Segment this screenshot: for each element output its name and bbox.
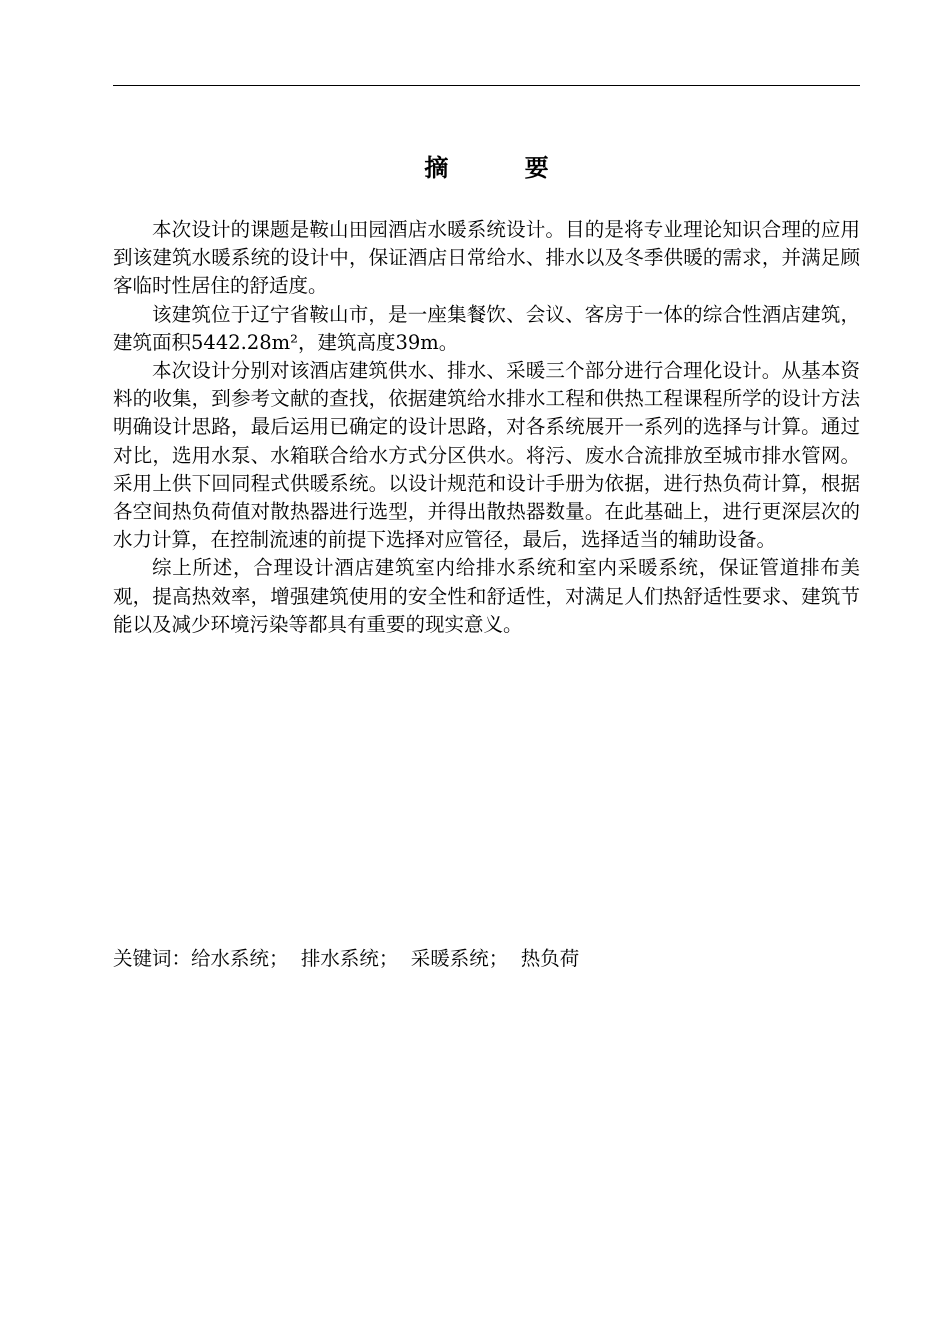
page-title: 摘 要 [424, 153, 583, 182]
abstract-paragraph-3: 本次设计分别对该酒店建筑供水、排水、采暖三个部分进行合理化设计。从基本资料的收集，到参考文献的查找，依据建筑给水排水工程和供热工程课程所学的设计方法明确设计思路，最后运用已确定的设计思路，对各系统展开一系列的选择与计算。通过对比，选用水泵、水箱联合给水方式分区供水。将污、废水合流排放至城市排水管网。采用上供下回同程式供暖系统。以设计规范和设计手册为依据，进行热负荷计算，根据各空间热负荷值对散热器进行选型，并得出散热器数量。在此基础上，进行更深层次的水力计算，在控制流速的前提下选择对应管径，最后，选择适当的辅助设备。 [113, 359, 860, 552]
header-rule [113, 85, 860, 86]
abstract-paragraph-1: 本次设计的课题是鞍山田园酒店水暖系统设计。目的是将专业理论知识合理的应用到该建筑水暖系统的设计中，保证酒店日常给水、排水以及冬季供暖的需求，并满足顾客临时性居住的舒适度。 [113, 218, 860, 298]
keywords-line: 关键词：给水系统； 排水系统； 采暖系统； 热负荷 [113, 947, 580, 970]
abstract-paragraph-4: 综上所述，合理设计酒店建筑室内给排水系统和室内采暖系统，保证管道排布美观，提高热效率，增强建筑使用的安全性和舒适性，对满足人们热舒适性要求、建筑节能以及减少环境污染等都具有重要的现实意义。 [113, 556, 860, 636]
abstract-paragraph-2: 该建筑位于辽宁省鞍山市，是一座集餐饮、会议、客房于一体的综合性酒店建筑，建筑面积5442.28m²，建筑高度39m。 [113, 302, 860, 354]
abstract-body [113, 216, 860, 639]
